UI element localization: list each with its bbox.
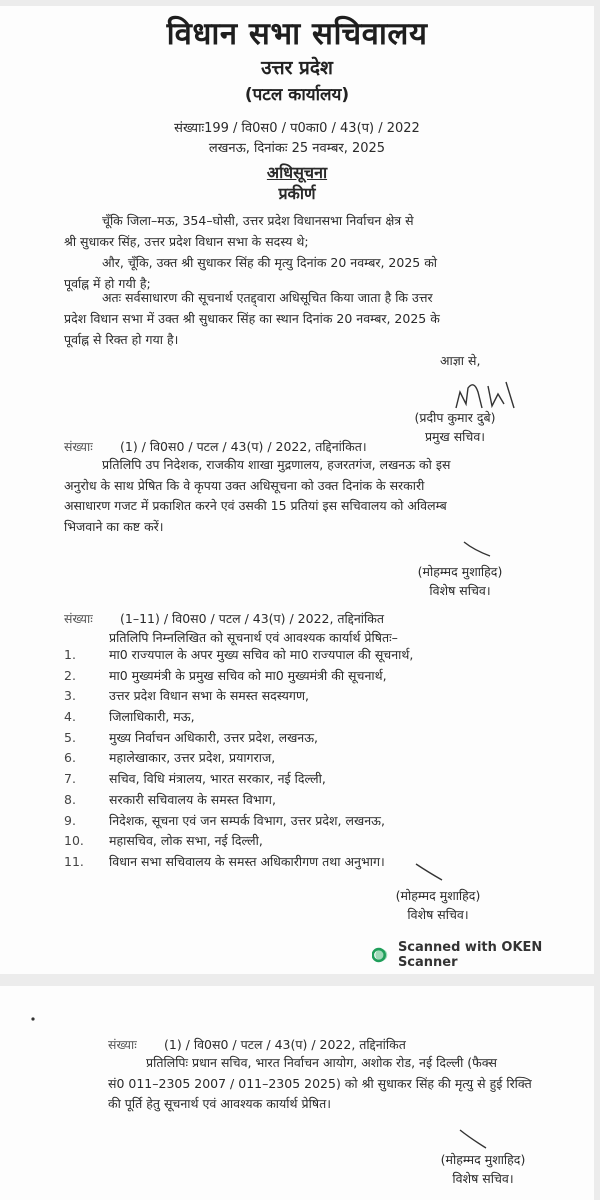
item-number: 7. xyxy=(64,771,76,787)
item-number: 10. xyxy=(64,833,84,849)
text-line: श्री सुधाकर सिंह, उत्तर प्रदेश विधान सभा के सदस्य थे; xyxy=(64,234,309,249)
list-item xyxy=(64,748,544,769)
list-item xyxy=(64,769,544,790)
signature-block-special-secretary xyxy=(410,562,510,600)
list-item xyxy=(64,831,544,852)
closing-by-order: आज्ञा से, xyxy=(440,353,481,368)
item-number: 2. xyxy=(64,667,76,683)
signature-block-special-secretary xyxy=(428,1150,538,1188)
item-text: सचिव, विधि मंत्रालय, भारत सरकार, नई दिल्ली, xyxy=(109,771,326,787)
copy-reference-3 xyxy=(108,1036,406,1053)
item-text: विधान सभा सचिवालय के समस्त अधिकारीगण तथा अनुभाग। xyxy=(109,853,385,869)
paragraph-whereas-1 xyxy=(64,210,530,252)
text-line: अनुरोध के साथ प्रेषित कि वे कृपया उक्त अधिसूचना को उक्त दिनांक के सरकारी xyxy=(64,477,425,493)
text-line: असाधारण गजट में प्रकाशित करने एवं उसकी 15 प्रतियां इस सचिवालय को अविलम्ब xyxy=(64,498,447,513)
item-text: निदेशक, सूचना एवं जन सम्पर्क विभाग, उत्तर प्रदेश, लखनऊ, xyxy=(109,812,385,828)
oken-scanner-logo-icon xyxy=(372,946,389,964)
paragraph-notification xyxy=(64,287,530,350)
item-text: मुख्य निर्वाचन अधिकारी, उत्तर प्रदेश, लखनऊ, xyxy=(109,729,319,745)
signature-scribble-icon xyxy=(412,862,452,884)
page-title: विधान सभा सचिवालय xyxy=(166,16,428,52)
signatory-designation: विशेष सचिव। xyxy=(407,907,469,922)
signatory-name: (प्रदीप कुमार दुबे) xyxy=(414,410,496,425)
copy-reference-2 xyxy=(64,610,384,627)
text-line: सं0 011–2305 2007 / 011–2305 2025) को श्री सुधाकर सिंह की मृत्यु से हुई रिक्ति xyxy=(108,1075,532,1091)
text-line: प्रतिलिपिः प्रधान सचिव, भारत निर्वाचन आयोग, अशोक रोड, नई दिल्ली (फैक्स xyxy=(146,1055,497,1070)
item-number: 3. xyxy=(64,688,76,704)
signature-block-special-secretary xyxy=(388,886,488,924)
list-item xyxy=(64,707,544,728)
item-number: 5. xyxy=(64,729,76,745)
list-item xyxy=(64,666,544,687)
copy-paragraph-3 xyxy=(108,1053,564,1115)
list-item xyxy=(64,811,544,832)
copy-paragraph-1 xyxy=(64,455,530,537)
list-item xyxy=(64,852,544,873)
reference-label: संख्याः xyxy=(64,611,93,626)
item-text: सरकारी सचिवालय के समस्त विभाग, xyxy=(109,791,276,807)
text-line: भिजवाने का कष्ट करें। xyxy=(64,518,164,534)
signature-block-principal-secretary xyxy=(400,408,510,446)
signatory-name: (मोहम्मद मुशाहिद) xyxy=(417,564,503,579)
item-text: मा0 राज्यपाल के अपर मुख्य सचिव को मा0 राज्यपाल की सूचनार्थ, xyxy=(109,647,414,662)
signatory-designation: विशेष सचिव। xyxy=(452,1171,514,1186)
signatory-name: (मोहम्मद मुशाहिद) xyxy=(440,1152,526,1167)
item-number: 11. xyxy=(64,853,84,869)
signature-scribble-icon xyxy=(460,540,500,560)
item-text: महासचिव, लोक सभा, नई दिल्ली, xyxy=(109,833,263,849)
list-item xyxy=(64,645,544,666)
text-line: पूर्वाह्न से रिक्त हो गया है। xyxy=(64,332,179,347)
signatory-designation: प्रमुख सचिव। xyxy=(424,429,486,444)
state-heading: उत्तर प्रदेश xyxy=(261,57,333,79)
item-text: जिलाधिकारी, मऊ, xyxy=(109,709,195,725)
scanner-watermark-text: Scanned with OKEN Scanner xyxy=(397,940,543,970)
document-page-2 xyxy=(0,986,594,1200)
place-date: लखनऊ, दिनांकः 25 नवम्बर, 2025 xyxy=(208,141,386,156)
item-text: उत्तर प्रदेश विधान सभा के समस्त सदस्यगण, xyxy=(109,688,309,704)
item-text: मा0 मुख्यमंत्री के प्रमुख सचिव को मा0 मुख्यमंत्री की सूचनार्थ, xyxy=(109,667,387,683)
reference-value: (1) / वि0स0 / पटल / 43(प) / 2022, तद्दिनांकित। xyxy=(120,439,367,454)
text-line: की पूर्ति हेतु सूचनार्थ एवं आवश्यक कार्यार्थ प्रेषित। xyxy=(108,1096,331,1111)
scan-speck-icon xyxy=(30,1016,36,1022)
notice-title: अधिसूचना xyxy=(266,163,328,182)
item-text: महालेखाकार, उत्तर प्रदेश, प्रयागराज, xyxy=(109,750,276,766)
list-item xyxy=(64,728,544,749)
item-number: 4. xyxy=(64,709,76,725)
text-line: अतः सर्वसाधारण की सूचनार्थ एतद्द्वारा अधिसूचित किया जाता है कि उत्तर xyxy=(102,290,433,305)
item-number: 8. xyxy=(64,791,76,807)
text-line: चूँकि जिला–मऊ, 354–घोसी, उत्तर प्रदेश विधानसभा निर्वाचन क्षेत्र से xyxy=(102,213,414,228)
list-item xyxy=(64,686,544,707)
signature-scribble-icon xyxy=(456,1128,492,1150)
office-heading: (पटल कार्यालय) xyxy=(244,85,350,105)
reference-label: संख्याः xyxy=(64,439,93,454)
reference-number: संख्याः199 / वि0स0 / प0का0 / 43(प) / 2022 xyxy=(174,121,420,136)
item-number: 1. xyxy=(64,647,76,662)
notice-subtitle: प्रकीर्ण xyxy=(278,184,316,203)
list-item xyxy=(64,790,544,811)
text-line: प्रतिलिपि उप निदेशक, राजकीय शाखा मुद्रणालय, हजरतगंज, लखनऊ को इस xyxy=(102,457,451,472)
text-line: पूर्वाह्न में हो गयी है; xyxy=(64,276,151,291)
reference-label: संख्याः xyxy=(108,1037,137,1052)
recipient-list xyxy=(64,645,544,873)
scanner-watermark xyxy=(372,940,594,970)
item-number: 6. xyxy=(64,750,76,766)
signatory-designation: विशेष सचिव। xyxy=(429,583,491,598)
signatory-name: (मोहम्मद मुशाहिद) xyxy=(395,888,481,903)
document-page-1 xyxy=(0,6,594,974)
item-number: 9. xyxy=(64,812,76,828)
copy-reference-1 xyxy=(64,438,367,455)
reference-value: (1) / वि0स0 / पटल / 43(प) / 2022, तद्दिनांकित xyxy=(164,1037,406,1052)
text-line: और, चूँकि, उक्त श्री सुधाकर सिंह की मृत्यु दिनांक 20 नवम्बर, 2025 को xyxy=(102,255,438,270)
copy-intro: प्रतिलिपि निम्नलिखित को सूचनार्थ एवं आवश्यक कार्यार्थ प्रेषितः– xyxy=(109,630,398,645)
reference-value: (1–11) / वि0स0 / पटल / 43(प) / 2022, तद्दिनांकित xyxy=(120,611,384,626)
text-line: प्रदेश विधान सभा में उक्त श्री सुधाकर सिंह का स्थान दिनांक 20 नवम्बर, 2025 के xyxy=(64,311,440,326)
